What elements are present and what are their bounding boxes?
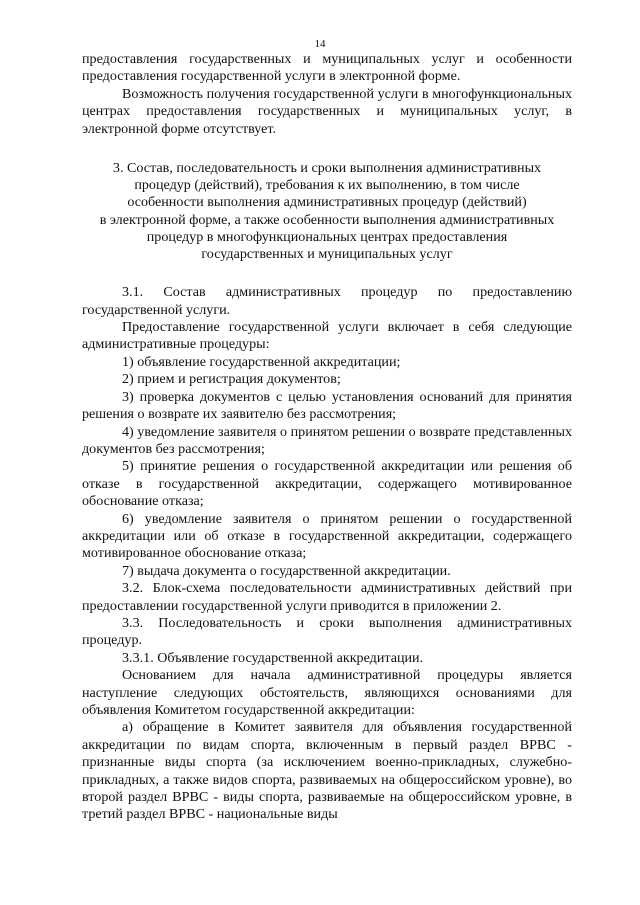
list-item: 4) уведомление заявителя о принятом решении о возврате представленных документов без рассмотрения; bbox=[82, 423, 572, 457]
section-title-line: 3. Состав, последовательность и сроки выполнения административных bbox=[112, 160, 542, 177]
paragraph-basis: Основанием для начала административной процедуры является наступление следующих обстоятельств, являющихся основаниями для объявления Комитетом государственной аккредитации: bbox=[82, 667, 572, 718]
paragraph-3-3-1: 3.3.1. Объявление государственной аккредитации. bbox=[122, 649, 424, 666]
list-item: 7) выдача документа о государственной аккредитации. bbox=[122, 562, 451, 579]
page-number: 14 bbox=[314, 38, 326, 50]
list-item: 2) прием и регистрация документов; bbox=[122, 371, 341, 388]
paragraph-a: а) обращение в Комитет заявителя для объявления государственной аккредитации по видам спорта, включенным в первый раздел ВРВС - признанные виды спорта (за исключением военно-прикладных, служебно-прикладных, а также видов спорта, развиваемых на общероссийском уровне), во второй раздел ВРВС - виды спорта, развиваемые на общероссийском уровне, в третий раздел ВРВС - национальные виды bbox=[82, 719, 572, 823]
section-title bbox=[82, 160, 572, 263]
section-title-line: процедур (действий), требования к их выполнению, в том числе bbox=[134, 177, 520, 194]
intro-paragraph-2: Возможность получения государственной услуги в многофункциональных центрах предоставления государственных и муниципальных услуг, в электронной форме отсутствует. bbox=[82, 85, 572, 137]
paragraph-3-1: 3.1. Состав административных процедур по предоставлению государственной услуги. bbox=[82, 284, 572, 318]
list-item: 5) принятие решения о государственной аккредитации или решения об отказе в государственной аккредитации, содержащего мотивированное обоснование отказа; bbox=[82, 458, 572, 510]
section-title-line: особенности выполнения административных процедур (действий) bbox=[127, 194, 527, 211]
page-content bbox=[82, 51, 572, 824]
section-title-line: процедур в многофункциональных центрах предоставления bbox=[146, 228, 508, 245]
paragraph-3-2: 3.2. Блок-схема последовательности административных действий при предоставлении государственной услуги приводится в приложении 2. bbox=[82, 580, 572, 614]
section-title-line: в электронной форме, а также особенности выполнения административных bbox=[99, 211, 555, 228]
paragraph-3-3: 3.3. Последовательность и сроки выполнения административных процедур. bbox=[82, 614, 572, 649]
section-title-line: государственных и муниципальных услуг bbox=[201, 246, 453, 263]
list-item: 6) уведомление заявителя о принятом решении о государственной аккредитации или об отказе в государственной аккредитации, содержащего мотивированное обоснование отказа; bbox=[82, 510, 572, 562]
list-item: 1) объявление государственной аккредитации; bbox=[122, 353, 401, 370]
list-item: 3) проверка документов с целью установления оснований для принятия решения о возврате их заявителю без рассмотрения; bbox=[82, 388, 572, 423]
paragraph-provision: Предоставление государственной услуги включает в себя следующие административные процедуры: bbox=[82, 319, 572, 353]
intro-paragraph-1: предоставления государственных и муниципальных услуг и особенности предоставления государственной услуги в электронной форме. bbox=[82, 51, 572, 85]
